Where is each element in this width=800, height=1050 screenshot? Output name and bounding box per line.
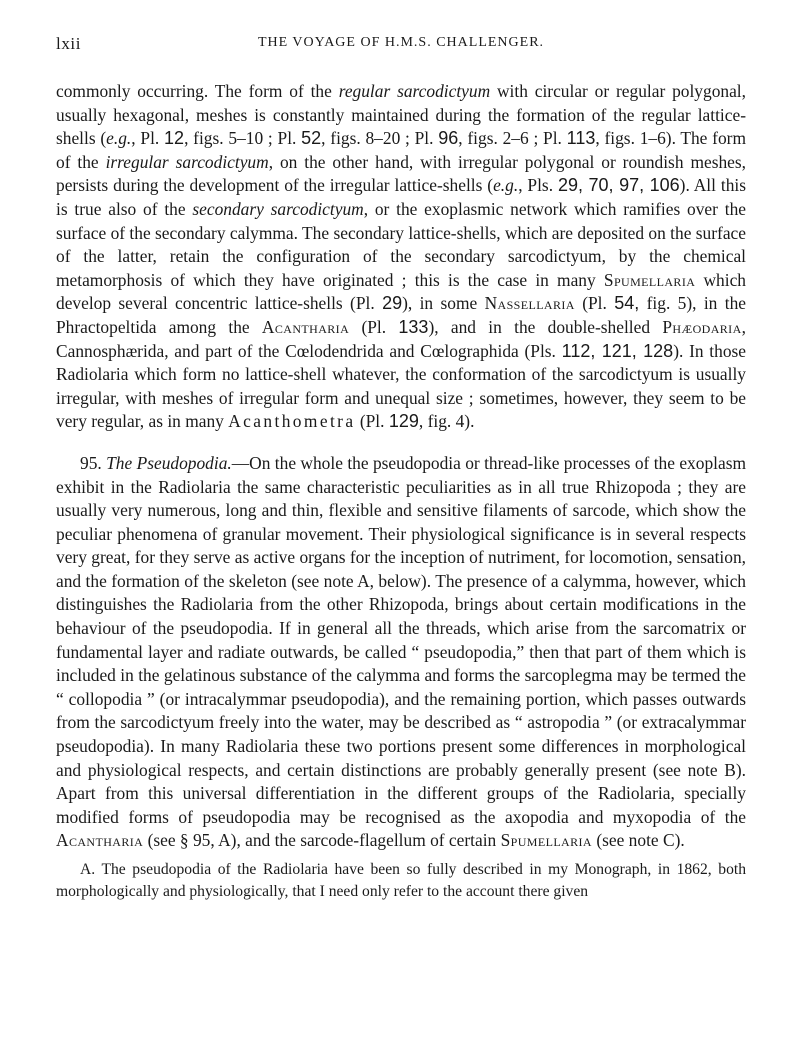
genus-name: Acanthometra (228, 411, 356, 432)
taxon-name: Phæodaria (662, 316, 742, 337)
note-a: A. The pseudopodia of the Radiolaria have been so fully described in my Monograph, in 1862, both morphologically and physiologically, that I need only refer to the account there given (56, 861, 746, 900)
running-title: THE VOYAGE OF H.M.S. CHALLENGER. (257, 35, 545, 50)
plate-ref: 112, 121, 128 (561, 340, 674, 361)
plate-ref: 29, 70, 97, 106 (557, 175, 680, 196)
paragraph-sarcodictyum: commonly occurring. The form of the regular sarcodictyum with circular or regular polygonal, usually hexagonal, meshes is constantly maintained during the formation of the regular lattice-shells (e.g., Pl. 12, figs. 5–10 ; Pl. 52, figs. 8–20 ; Pl. 96, figs. 2–6 ; Pl. 113, figs. 1–6). The form of the irregular sarcodictyum, on the other hand, with irregular polygonal or roundish meshes, persists during the development of the irregular lattice-shells (e.g., Pls. 29, 70, 97, 106). All this is true also of the secondary sarcodictyum, or the exoplasmic network which ramifies over the surface of the secondary calymma. The secondary lattice-shells, which are deposited on the surface of the latter, retain the configuration of the secondary sarcodictyum, by the chemical metamorphosis of which they have originated ; this is the case in many Spumellaria which develop several concentric lattice-shells (Pl. 29), in some Nassellaria (Pl. 54, fig. 5), in the Phractopeltida among the Acantharia (Pl. 133), and in the double-shelled Phæodaria, Cannosphærida, and part of the Cœlodendrida and Cœlographida (Pls. 112, 121, 128). In those Radiolaria which form no lattice-shell whatever, the conformation of the sarcodictyum is usually irregular, with meshes of irregular form and unequal size ; sometimes, however, they seem to be very regular, as in many Acanthometra (Pl. 129, fig. 4). (56, 81, 746, 432)
plate-ref: 54, (614, 293, 640, 314)
plate-ref: 12 (164, 128, 185, 149)
taxon-name: Nassellaria (484, 293, 575, 314)
book-page (56, 30, 746, 903)
plate-ref: 113 (566, 128, 596, 149)
taxon-name: Spumellaria (500, 830, 592, 851)
section-number: 95. (80, 452, 107, 473)
plate-ref: 29 (382, 293, 403, 314)
plate-ref: 52 (301, 128, 322, 149)
plate-ref: 133 (398, 316, 429, 337)
page-number: lxii (56, 34, 82, 53)
taxon-name: Spumellaria (603, 269, 696, 290)
taxon-name: Acantharia (261, 316, 350, 337)
paragraph-pseudopodia: 95. The Pseudopodia.—On the whole the pseudopodia or thread-like processes of the exoplasm exhibit in the Radiolaria the same characteristic peculiarities as in all true Rhizopoda ; they are usually very numerous, long and thin, flexible and sensitive filaments of sarcode, which show the peculiar phenomena of granular movement. Their physiological significance is in several respects very great, for they serve as active organs for the inception of nutriment, for locomotion, sensation, and the formation of the skeleton (see note A, below). The presence of a calymma, however, which distinguishes the Radiolaria from the other Rhizopoda, brings about certain modifications in the behaviour of the pseudopodia. If in general all the threads, which arise from the sarcomatrix or fundamental layer and radiate outwards, be called “ pseudopodia,” then that part of them which is included in the gelatinous substance of the calymma and forms the sarcoplegma may be termed the “ collopodia ” (or intracalymmar pseudopodia), and the remaining portion, which passes outwards from the sarcodictyum freely into the water, may be described as “ astropodia ” (or extracalymmar pseudopodia). In many Radiolaria these two portions present some differences in morphological and physiological respects, and certain distinctions are probably generally present (see note B). Apart from this universal differentiation in the different groups of the Radiolaria, specially modified forms of pseudopodia may be recognised as the axopodia and myxopodia of the Acantharia (see § 95, A), and the sarcode-flagellum of certain Spumellaria (see note C). (56, 452, 746, 851)
plate-ref: 96 (438, 128, 459, 149)
taxon-name: Acantharia (56, 830, 144, 851)
plate-ref: 129 (388, 411, 419, 432)
page-header (56, 30, 746, 64)
section-title: The Pseudopodia. (106, 452, 232, 473)
